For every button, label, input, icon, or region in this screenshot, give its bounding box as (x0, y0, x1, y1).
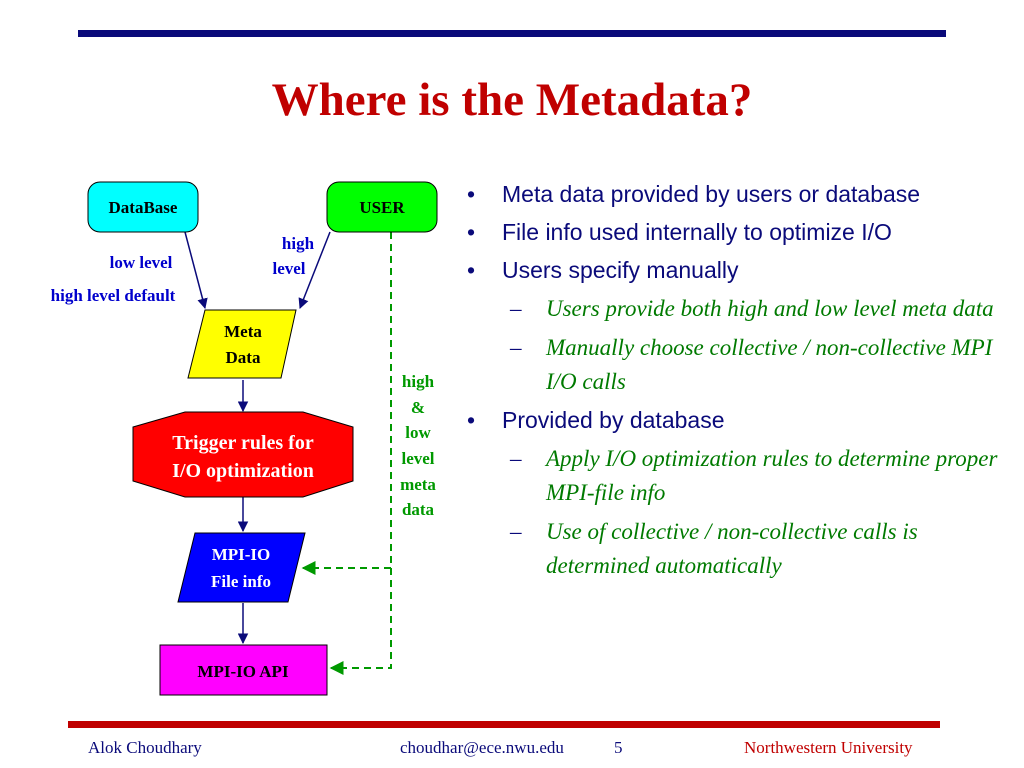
bullet-item: • Users specify manually (462, 254, 1007, 287)
bullet-item: • Meta data provided by users or database (462, 178, 1007, 211)
sub-bullet-item: – Manually choose collective / non-collective MPI I/O calls (462, 331, 1007, 399)
svg-text:I/O optimization: I/O optimization (172, 460, 314, 482)
sub-bullet-item: – Users provide both high and low level meta data (462, 292, 1007, 326)
svg-text:Meta: Meta (224, 322, 262, 341)
low-level-label: low level (109, 253, 173, 272)
dash-icon: – (510, 335, 522, 360)
svg-text:&: & (410, 398, 426, 417)
database-label: DataBase (108, 198, 178, 217)
svg-text:Data: Data (225, 348, 261, 367)
svg-text:low: low (405, 423, 431, 442)
database-node (88, 182, 198, 232)
svg-text:high: high (401, 372, 435, 391)
dashed-edge-label (400, 372, 436, 519)
high-level-label-line1: high (281, 234, 315, 253)
bullet-dot-icon: • (467, 407, 476, 433)
bottom-rule (68, 721, 940, 728)
dash-icon: – (510, 446, 522, 471)
metadata-node (188, 310, 296, 378)
metadata-flow-diagram (0, 0, 460, 720)
svg-text:meta: meta (400, 475, 436, 494)
dash-icon: – (510, 296, 522, 321)
trigger-rules-node (133, 412, 353, 497)
svg-text:MPI-IO: MPI-IO (211, 545, 271, 564)
edge-database-to-metadata (185, 232, 205, 308)
svg-text:Trigger rules for: Trigger rules for (172, 432, 314, 454)
high-level-default-label: high level default (50, 286, 176, 305)
user-label: USER (359, 198, 405, 217)
bullet-item: • Provided by database (462, 404, 1007, 437)
user-node (327, 182, 437, 232)
svg-text:data: data (401, 500, 435, 519)
footer-page-number: 5 (614, 738, 623, 757)
svg-text:MPI-IO API: MPI-IO API (197, 662, 289, 681)
dash-icon: – (510, 519, 522, 544)
footer-author: Alok Choudhary (88, 738, 202, 757)
slide-title: Where is the Metadata? (271, 74, 753, 126)
sub-bullet-item: – Use of collective / non-collective calls is determined automatically (462, 515, 1007, 583)
mpiio-file-info-node (178, 533, 305, 602)
bullet-dot-icon: • (467, 181, 476, 207)
bullet-item: • File info used internally to optimize I/O (462, 216, 1007, 249)
bullet-dot-icon: • (467, 257, 476, 283)
bullet-dot-icon: • (467, 219, 476, 245)
svg-text:File info: File info (211, 572, 271, 591)
bullet-list (462, 178, 1007, 588)
footer-email: choudhar@ece.nwu.edu (400, 738, 564, 757)
high-level-label-line2: level (272, 259, 306, 278)
mpiio-api-node (160, 645, 327, 695)
svg-text:level: level (401, 449, 435, 468)
footer-institution: Northwestern University (744, 738, 913, 757)
sub-bullet-item: – Apply I/O optimization rules to determine proper MPI-file info (462, 442, 1007, 510)
